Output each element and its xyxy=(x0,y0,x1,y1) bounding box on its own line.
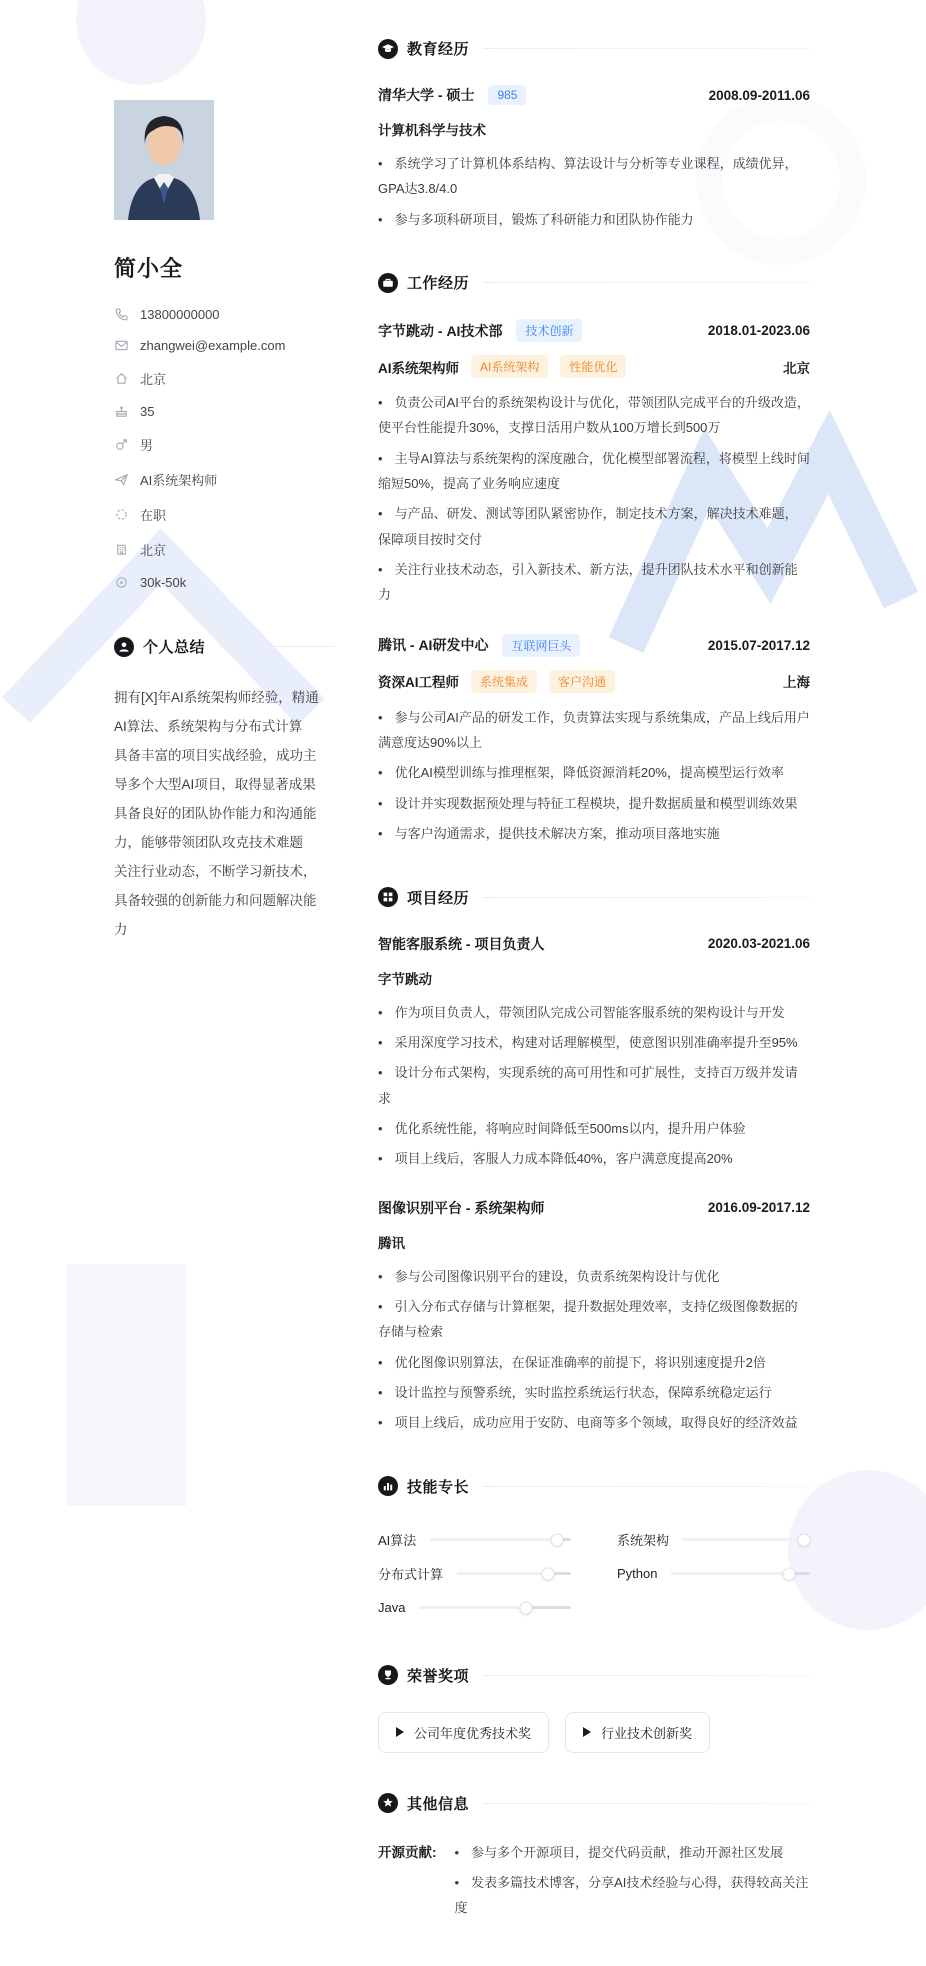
bullet: • 参与多个开源项目，提交代码贡献，推动开源社区发展 xyxy=(455,1840,811,1865)
divider xyxy=(483,1486,810,1487)
job-title: AI系统架构师 xyxy=(378,360,459,376)
skill-label: 分布式计算 xyxy=(378,1567,444,1583)
skill-label: AI算法 xyxy=(378,1533,417,1549)
skill-slider[interactable] xyxy=(430,1538,571,1541)
skill-label: Java xyxy=(378,1600,406,1616)
education-header: 教育经历 xyxy=(378,38,810,59)
skill-label: 系统架构 xyxy=(617,1533,670,1549)
bullet: • 优化系统性能，将响应时间降低至500ms以内，提升用户体验 xyxy=(378,1116,810,1141)
skill-slider[interactable] xyxy=(671,1572,810,1575)
bullet: • 系统学习了计算机体系结构、算法设计与分析等专业课程，成绩优异，GPA达3.8/4.0 xyxy=(378,151,810,202)
section-other xyxy=(378,1793,810,1926)
grid-icon xyxy=(378,887,398,907)
education-bullets xyxy=(378,151,810,232)
profile-photo xyxy=(114,100,214,220)
summary-header xyxy=(114,636,334,657)
briefcase-icon xyxy=(378,273,398,293)
other-header: 其他信息 xyxy=(378,1793,810,1814)
slider-knob[interactable] xyxy=(550,1533,563,1546)
job-tag: 系统集成 xyxy=(471,670,537,693)
main-content xyxy=(334,0,860,1966)
bullet: • 项目上线后，客服人力成本降低40%，客户满意度提高20% xyxy=(378,1146,810,1171)
bullet: • 参与公司AI产品的研发工作，负责算法实现与系统集成，产品上线后用户满意度达90%以上 xyxy=(378,705,810,756)
contact-phone: 13800000000 xyxy=(114,307,334,322)
job-entry xyxy=(378,319,810,608)
contact-employment-status: 在职 xyxy=(114,505,334,524)
skill-row xyxy=(617,1557,810,1591)
play-icon xyxy=(396,1727,404,1737)
bullet: • 主导AI算法与系统架构的深度融合，优化模型部署流程，将模型上线时间缩短50%，提高了业务响应速度 xyxy=(378,446,810,497)
divider xyxy=(483,1803,810,1804)
other-bullets xyxy=(455,1840,811,1926)
user-icon xyxy=(114,637,134,657)
skill-row xyxy=(378,1591,571,1625)
status-icon xyxy=(114,507,129,522)
projects-header: 项目经历 xyxy=(378,887,810,908)
section-honors xyxy=(378,1665,810,1753)
project-date: 2016.09-2017.12 xyxy=(707,1200,810,1216)
honor-pills xyxy=(378,1712,810,1753)
bullet: • 参与公司图像识别平台的建设，负责系统架构设计与优化 xyxy=(378,1264,810,1289)
honor-pill[interactable]: 行业技术创新奖 xyxy=(565,1712,710,1753)
play-icon xyxy=(583,1727,591,1737)
skill-slider[interactable] xyxy=(457,1572,571,1575)
divider xyxy=(483,1675,810,1676)
job-entry xyxy=(378,634,810,847)
education-date: 2008.09-2011.06 xyxy=(708,87,810,103)
contact-gender: 男 xyxy=(114,435,334,454)
contact-age: 35 xyxy=(114,404,334,419)
bullet: • 设计监控与预警系统，实时监控系统运行状态，保障系统稳定运行 xyxy=(378,1380,810,1405)
project-name: 图像识别平台 - 系统架构师 xyxy=(378,1199,545,1216)
bullet: • 优化图像识别算法，在保证准确率的前提下，将识别速度提升2倍 xyxy=(378,1350,810,1375)
school-badge: 985 xyxy=(488,85,526,105)
bullet: • 设计并实现数据预处理与特征工程模块，提升数据质量和模型训练效果 xyxy=(378,791,810,816)
contact-hometown: 北京 xyxy=(114,369,334,388)
bullet: • 发表多篇技术博客，分享AI技术经验与心得，获得较高关注度 xyxy=(455,1870,811,1921)
skill-row xyxy=(378,1523,571,1557)
age-icon xyxy=(114,404,129,419)
company-badge: 互联网巨头 xyxy=(502,634,580,657)
other-label: 开源贡献: xyxy=(378,1844,437,1860)
honor-pill[interactable]: 公司年度优秀技术奖 xyxy=(378,1712,549,1753)
project-date: 2020.03-2021.06 xyxy=(707,936,810,951)
city-icon xyxy=(114,542,129,557)
position-icon xyxy=(114,472,129,487)
section-work xyxy=(378,272,810,846)
job-date: 2018.01-2023.06 xyxy=(707,323,810,339)
company-badge: 技术创新 xyxy=(516,319,582,342)
sidebar xyxy=(66,0,334,1966)
skills-header: 技能专长 xyxy=(378,1476,810,1497)
project-name: 智能客服系统 - 项目负责人 xyxy=(378,935,545,952)
bullet: • 负责公司AI平台的系统架构设计与优化，带领团队完成平台的升级改造，使平台性能提升30%，支撑日活用户数从100万增长到500万 xyxy=(378,390,810,441)
project-company: 字节跳动 xyxy=(378,971,432,987)
bullet: • 关注行业技术动态，引入新技术、新方法，提升团队技术水平和创新能力 xyxy=(378,557,810,608)
project-entry xyxy=(378,934,810,1172)
skill-row xyxy=(617,1523,810,1557)
trophy-icon xyxy=(378,1665,398,1685)
divider xyxy=(483,897,810,898)
graduation-cap-icon xyxy=(378,39,398,59)
skill-label: Python xyxy=(617,1566,658,1582)
job-tag: AI系统架构 xyxy=(471,355,548,378)
summary-title: 个人总结 xyxy=(143,639,206,656)
section-skills xyxy=(378,1476,810,1625)
education-entry xyxy=(378,85,810,232)
bullet: • 项目上线后，成功应用于安防、电商等多个领域，取得良好的经济效益 xyxy=(378,1410,810,1435)
slider-knob[interactable] xyxy=(797,1533,810,1546)
home-icon xyxy=(114,371,129,386)
work-header: 工作经历 xyxy=(378,272,810,293)
contact-desired-position: AI系统架构师 xyxy=(114,470,334,489)
job-tag: 客户沟通 xyxy=(549,670,615,693)
skill-slider[interactable] xyxy=(683,1538,810,1541)
mail-icon xyxy=(114,338,129,353)
candidate-name: 简小全 xyxy=(114,256,184,281)
company-name: 字节跳动 - AI技术部 xyxy=(378,322,503,339)
job-tag: 性能优化 xyxy=(560,355,626,378)
other-info-row xyxy=(378,1840,810,1926)
honors-header: 荣誉奖项 xyxy=(378,1665,810,1686)
bullet: • 采用深度学习技术，构建对话理解模型，使意图识别准确率提升至95% xyxy=(378,1030,810,1055)
section-projects xyxy=(378,887,810,1436)
major: 计算机科学与技术 xyxy=(378,123,486,138)
bullet: • 与产品、研发、测试等团队紧密协作，制定技术方案，解决技术难题，保障项目按时交付 xyxy=(378,501,810,552)
bullet: • 引入分布式存储与计算框架，提升数据处理效率，支持亿级图像数据的存储与检索 xyxy=(378,1294,810,1345)
phone-icon xyxy=(114,307,129,322)
bullet: • 参与多项科研项目，锻炼了科研能力和团队协作能力 xyxy=(378,207,810,232)
job-bullets xyxy=(378,390,810,608)
bullet: • 与客户沟通需求，提供技术解决方案，推动项目落地实施 xyxy=(378,821,810,846)
slider-knob[interactable] xyxy=(519,1601,532,1614)
contact-city: 北京 xyxy=(114,540,334,559)
job-location: 北京 xyxy=(783,360,810,376)
chart-icon xyxy=(378,1476,398,1496)
job-title: 资深AI工程师 xyxy=(378,675,459,691)
section-education xyxy=(378,38,810,232)
divider xyxy=(483,282,810,283)
job-date: 2015.07-2017.12 xyxy=(707,637,810,653)
bullet: • 设计分布式架构，实现系统的高可用性和可扩展性，支持百万级并发请求 xyxy=(378,1060,810,1111)
divider xyxy=(483,48,810,49)
divider xyxy=(219,646,334,647)
gender-icon xyxy=(114,437,129,452)
project-company: 腾讯 xyxy=(378,1235,405,1251)
project-bullets xyxy=(378,1264,810,1436)
bullet: • 优化AI模型训练与推理框架，降低资源消耗20%，提高模型运行效率 xyxy=(378,760,810,785)
slider-knob[interactable] xyxy=(783,1567,796,1580)
skills-grid xyxy=(378,1523,810,1625)
contact-email: zhangwei@example.com xyxy=(114,338,334,353)
bullet: • 作为项目负责人，带领团队完成公司智能客服系统的架构设计与开发 xyxy=(378,1000,810,1025)
skill-row xyxy=(378,1557,571,1591)
contact-list xyxy=(114,307,334,590)
project-bullets xyxy=(378,1000,810,1172)
medal-icon xyxy=(378,1793,398,1813)
job-bullets xyxy=(378,705,810,847)
contact-salary: 30k-50k xyxy=(114,575,334,590)
school-name: 清华大学 - 硕士 xyxy=(378,87,475,103)
summary-text: 拥有[X]年AI系统架构师经验，精通AI算法、系统架构与分布式计算 具备丰富的项目实战经验，成功主导多个大型AI项目，取得显著成果 具备良好的团队协作能力和沟通能力，能够带领团队攻克技术难题 关注行业动态，不断学习新技术，具备较强的创新能力和问题解决能力 xyxy=(114,690,319,938)
skill-slider[interactable] xyxy=(419,1606,571,1609)
salary-icon xyxy=(114,575,129,590)
company-name: 腾讯 - AI研发中心 xyxy=(378,637,489,654)
resume-page xyxy=(66,0,860,1916)
job-location: 上海 xyxy=(783,675,810,691)
slider-knob[interactable] xyxy=(542,1567,555,1580)
project-entry xyxy=(378,1198,810,1436)
